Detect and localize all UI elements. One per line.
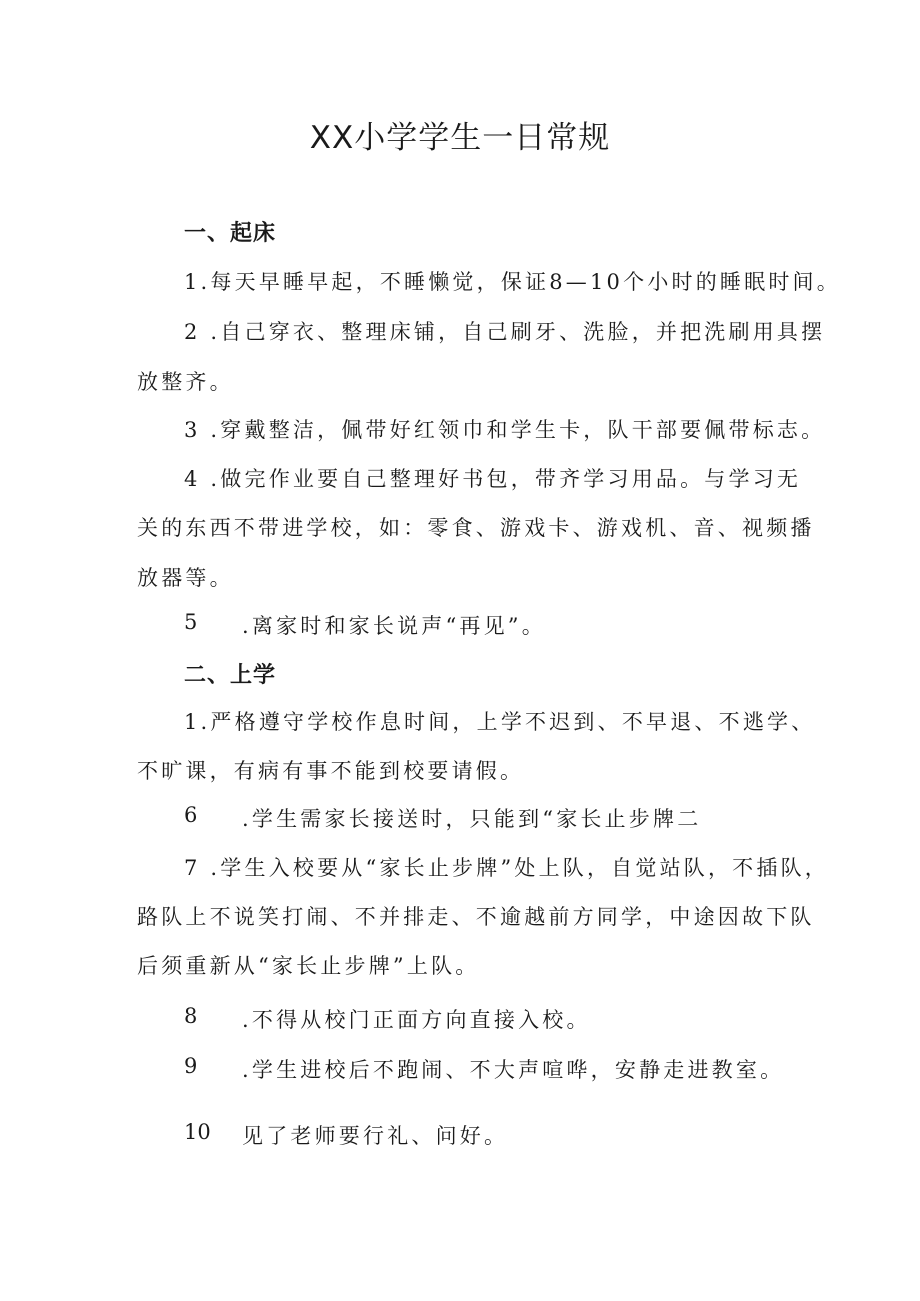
item-number: 6 [184,803,198,827]
item-number: 10 [184,1120,211,1144]
item-number: 5 [184,610,198,634]
paragraph-line: 放器等。 [137,566,234,590]
paragraph-line: 2 .自己穿衣、整理床铺，自己刷牙、洗脸，并把洗刷用具摆 [184,320,826,344]
paragraph-line: 3 .穿戴整洁，佩带好红领巾和学生卡，队干部要佩带标志。 [184,418,826,442]
page-title: XX小学学生一日常规 [309,120,611,156]
paragraph-line: 放整齐。 [137,370,234,394]
paragraph-line: 4 .做完作业要自己整理好书包，带齐学习用品。与学习无 [184,467,802,491]
item-number: 8 [184,1004,198,1028]
paragraph-line: 不旷课，有病有事不能到校要请假。 [137,759,525,783]
section-heading-wake-up: 一、起床 [184,221,277,246]
paragraph-line: 路队上不说笑打闹、不并排走、不逾越前方同学，中途因故下队 [137,905,815,929]
paragraph-line: 1.每天早睡早起，不睡懒觉，保证8—10个小时的睡眠时间。 [184,270,841,294]
item-number: 9 [184,1054,198,1078]
item-text: .学生需家长接送时，只能到“家长止步牌二 [242,807,702,831]
item-text: .学生进校后不跑闹、不大声喧哗，安静走进教室。 [242,1058,785,1082]
item-text: .离家时和家长说声“再见”。 [242,614,546,638]
paragraph-line: 1.严格遵守学校作息时间，上学不迟到、不早退、不逃学、 [184,710,816,734]
item-text: .不得从校门正面方向直接入校。 [242,1008,591,1032]
section-heading-go-to-school: 二、上学 [184,663,277,688]
paragraph-line: 关的东西不带进学校，如：零食、游戏卡、游戏机、音、视频播 [137,516,815,540]
paragraph-line: 后须重新从“家长止步牌”上队。 [137,954,480,978]
paragraph-line: 7 .学生入校要从“家长止步牌”处上队，自觉站队，不插队， [184,856,829,880]
item-text: 见了老师要行礼、问好。 [242,1124,509,1148]
